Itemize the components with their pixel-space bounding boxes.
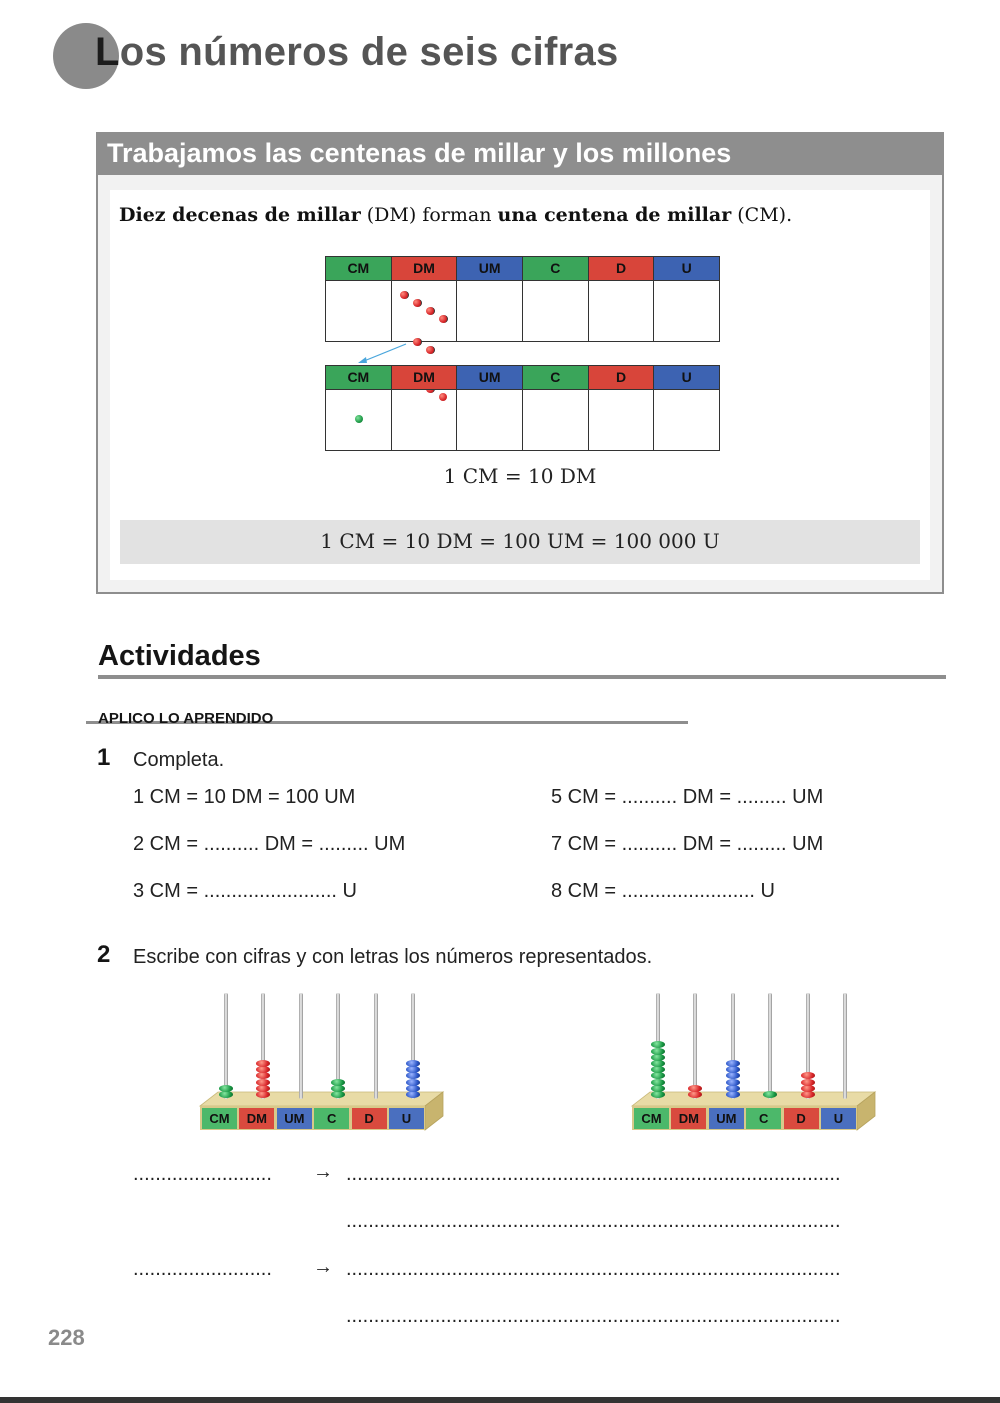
abacus-bead — [801, 1079, 815, 1086]
intro-bold-1: Diez decenas de millar — [119, 204, 361, 226]
activity-1-left-line: 1 CM = 10 DM = 100 UM — [133, 786, 356, 808]
header-cm: CM — [326, 366, 392, 389]
activity-1-left-line[interactable]: 3 CM = ........................ U — [133, 880, 357, 902]
header-dm: DM — [392, 257, 458, 280]
counter-dm — [413, 299, 422, 307]
equation-band — [120, 520, 920, 564]
abacus-bead — [801, 1091, 815, 1098]
abacus-bead — [726, 1060, 740, 1067]
cell-um — [457, 390, 523, 450]
activity-1-right-line[interactable]: 7 CM = .......... DM = ......... UM — [551, 833, 824, 855]
equation-cm-dm: 1 CM = 10 DM — [443, 464, 597, 488]
answer-2-arrow-icon: → — [313, 1256, 333, 1278]
header-cm: CM — [326, 257, 392, 280]
abacus-bead — [651, 1079, 665, 1086]
answer-2-words-line-2[interactable]: ......................................................................................... — [346, 1305, 841, 1327]
abacus-rod — [299, 993, 303, 1099]
abacus-1 — [198, 990, 448, 1140]
header-um: UM — [457, 257, 523, 280]
header-u: U — [654, 257, 719, 280]
place-value-body-row — [326, 280, 719, 341]
abacus-bead — [651, 1085, 665, 1092]
info-box — [96, 132, 944, 594]
abacus-label-cm: CM — [202, 1108, 237, 1129]
cell-c — [523, 281, 589, 341]
abacus-bead — [256, 1079, 270, 1086]
header-d: D — [589, 257, 655, 280]
bottom-bar — [0, 1397, 1000, 1403]
place-value-table-after — [325, 365, 720, 451]
cell-cm-counter — [326, 390, 392, 450]
abacus-bead — [219, 1091, 233, 1098]
abacus-bead — [726, 1091, 740, 1098]
cell-u — [654, 390, 719, 450]
page-number: 228 — [48, 1325, 85, 1350]
abacus-bead — [801, 1085, 815, 1092]
abacus-bead — [219, 1085, 233, 1092]
header-um: UM — [457, 366, 523, 389]
answer-1-words-line-2[interactable]: ......................................................................................... — [346, 1210, 841, 1232]
counter-dm — [426, 346, 435, 354]
abacus-label-u: U — [389, 1108, 424, 1129]
abacus-bead — [256, 1091, 270, 1098]
place-value-header-row — [326, 366, 719, 389]
header-d: D — [589, 366, 655, 389]
info-box-header — [98, 134, 942, 175]
abacus-bead — [406, 1091, 420, 1098]
abacus-bead — [763, 1091, 777, 1098]
answer-2-digits-line[interactable]: ......................... — [133, 1258, 272, 1280]
abacus-bead — [651, 1054, 665, 1061]
abacus-bead — [688, 1085, 702, 1092]
equation-full: 1 CM = 10 DM = 100 UM = 100 000 U — [320, 529, 720, 553]
info-box-intro — [119, 204, 792, 226]
abacus-label-um: UM — [277, 1108, 312, 1129]
abacus-bead — [406, 1060, 420, 1067]
abacus-rod — [374, 993, 378, 1099]
answer-1-arrow-icon: → — [313, 1161, 333, 1183]
activities-title: Actividades — [98, 640, 261, 672]
abacus-label-cm: CM — [634, 1108, 669, 1129]
abacus-bead — [256, 1085, 270, 1092]
abacus-2 — [630, 990, 880, 1140]
activity-1-number: 1 — [97, 744, 111, 771]
info-box-content — [110, 190, 930, 580]
cell-um — [457, 281, 523, 341]
abacus-bead — [331, 1085, 345, 1092]
info-box-title: Trabajamos las centenas de millar y los millones — [107, 138, 732, 168]
activity-1-instruction: Completa. — [133, 749, 225, 771]
activity-1-left-line[interactable]: 2 CM = .......... DM = ......... UM — [133, 833, 406, 855]
abacus-label-d: D — [784, 1108, 819, 1129]
intro-bold-3: una centena de millar — [497, 204, 732, 226]
intro-text-2: (DM) forman — [360, 204, 498, 226]
activity-1-right-line[interactable]: 8 CM = ........................ U — [551, 880, 775, 902]
cell-d — [589, 281, 655, 341]
abacus-bead — [651, 1048, 665, 1055]
abacus-bead — [406, 1079, 420, 1086]
header-u: U — [654, 366, 719, 389]
activities-divider — [98, 675, 946, 679]
place-value-header-row — [326, 257, 719, 280]
place-value-body-row — [326, 389, 719, 450]
abacus-rod — [768, 993, 772, 1099]
cell-dm-counters — [392, 281, 458, 341]
abacus-label-c: C — [746, 1108, 781, 1129]
abacus-bead — [726, 1079, 740, 1086]
header-c: C — [523, 366, 589, 389]
abacus-bead — [726, 1085, 740, 1092]
place-value-table-before — [325, 256, 720, 342]
abacus-rod — [224, 993, 228, 1099]
abacus-bead — [688, 1091, 702, 1098]
activities-subtitle: APLICO LO APRENDIDO — [98, 710, 274, 727]
abacus-label-c: C — [314, 1108, 349, 1129]
cell-u — [654, 281, 719, 341]
cell-d — [589, 390, 655, 450]
answer-1-words-line[interactable]: ......................................................................................... — [346, 1163, 841, 1185]
activity-2-number: 2 — [97, 941, 111, 968]
regroup-arrow-icon — [350, 342, 420, 366]
counter-dm — [400, 291, 409, 299]
counter-dm — [426, 307, 435, 315]
header-c: C — [523, 257, 589, 280]
answer-1-digits-line[interactable]: ......................... — [133, 1163, 272, 1185]
page-title — [95, 30, 619, 75]
abacus-label-u: U — [821, 1108, 856, 1129]
abacus-bead — [651, 1060, 665, 1067]
abacus-label-dm: DM — [239, 1108, 274, 1129]
page-title-rest: os números de seis cifras — [119, 30, 619, 74]
abacus-rod — [693, 993, 697, 1099]
abacus-bead — [331, 1091, 345, 1098]
abacus-bead — [256, 1060, 270, 1067]
answer-2-words-line[interactable]: ......................................................................................... — [346, 1258, 841, 1280]
cell-cm — [326, 281, 392, 341]
abacus-bead — [651, 1091, 665, 1098]
cell-dm — [392, 390, 458, 450]
intro-text-4: (CM). — [731, 204, 793, 226]
counter-dm — [439, 315, 448, 323]
cell-c — [523, 390, 589, 450]
counter-cm — [355, 415, 363, 423]
abacus-label-dm: DM — [671, 1108, 706, 1129]
activity-1-right-line[interactable]: 5 CM = .......... DM = ......... UM — [551, 786, 824, 808]
page-title-first-letter: L — [95, 30, 120, 74]
abacus-bead — [331, 1079, 345, 1086]
header-dm: DM — [392, 366, 458, 389]
activity-2-instruction: Escribe con cifras y con letras los números representados. — [133, 946, 653, 968]
abacus-bead — [406, 1085, 420, 1092]
abacus-label-d: D — [352, 1108, 387, 1129]
abacus-label-um: UM — [709, 1108, 744, 1129]
abacus-rod — [843, 993, 847, 1099]
